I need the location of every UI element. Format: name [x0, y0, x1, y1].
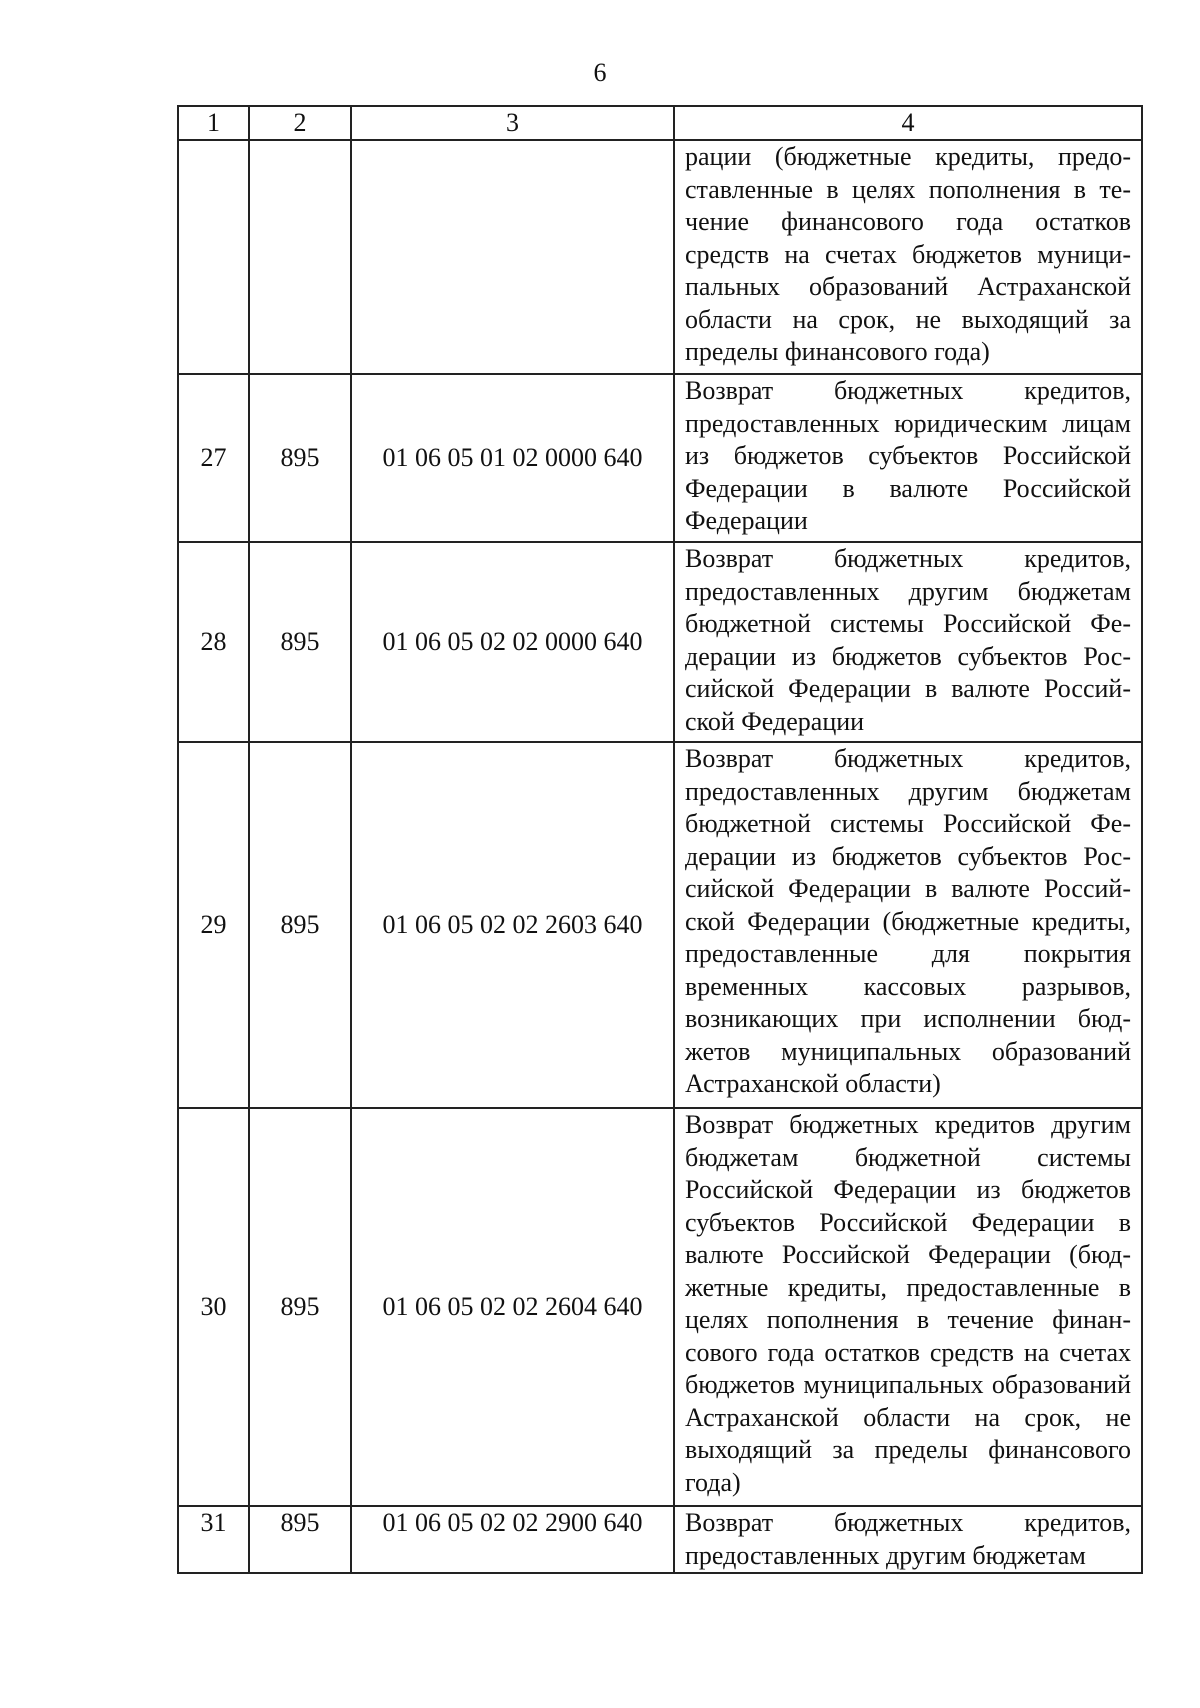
budget-classification-code: 01 06 05 02 02 2900 640 [351, 1506, 674, 1573]
table-row [178, 742, 1142, 1108]
row-number [178, 140, 249, 374]
budget-table [177, 105, 1143, 1574]
table-body [178, 140, 1142, 1573]
row-description: Возврат бюджетных кредитов, предоставленных другим бюджетам [674, 1506, 1142, 1573]
row-number: 28 [178, 542, 249, 742]
admin-code: 895 [249, 1506, 351, 1573]
table-row [178, 1108, 1142, 1506]
header-col-1: 1 [178, 106, 249, 140]
row-description: Возврат бюджетных кредитов, предоставленных другим бюджетам бюджетной системы Российской Федерации из бюджетов субъектов Российской Федерации в валюте Российской Федерации (бюджетные кредиты, предоставленные для покрытия временных кассовых разрывов, возникающих при исполнении бюджетов муниципальных образований Астраханской области) [674, 742, 1142, 1108]
row-description: Возврат бюджетных кредитов другим бюджетам бюджетной системы Российской Федерации из бюджетов субъектов Российской Федерации в валюте Российской Федерации (бюджетные кредиты, предоставленные в целях пополнения в течение финансового года остатков средств на счетах бюджетов муниципальных образований Астраханской области на срок, не выходящий за пределы финансового года) [674, 1108, 1142, 1506]
admin-code: 895 [249, 374, 351, 542]
row-number: 27 [178, 374, 249, 542]
admin-code [249, 140, 351, 374]
table-row [178, 542, 1142, 742]
table-row [178, 374, 1142, 542]
header-col-2: 2 [249, 106, 351, 140]
budget-classification-code: 01 06 05 02 02 2603 640 [351, 742, 674, 1108]
table-header [178, 106, 1142, 140]
budget-classification-code: 01 06 05 02 02 2604 640 [351, 1108, 674, 1506]
page-number: 6 [593, 58, 607, 87]
row-number: 30 [178, 1108, 249, 1506]
row-number: 29 [178, 742, 249, 1108]
table-row [178, 1506, 1142, 1573]
row-description: Возврат бюджетных кредитов, предоставленных юридическим лицам из бюджетов субъектов Российской Федерации в валюте Российской Федерации [674, 374, 1142, 542]
admin-code: 895 [249, 542, 351, 742]
table-row [178, 140, 1142, 374]
budget-classification-code [351, 140, 674, 374]
admin-code: 895 [249, 1108, 351, 1506]
budget-classification-code: 01 06 05 02 02 0000 640 [351, 542, 674, 742]
header-col-3: 3 [351, 106, 674, 140]
row-description: рации (бюджетные кредиты, предоставленные в целях пополнения в течение финансового года остатков средств на счетах бюджетов муниципальных образований Астраханской области на срок, не выходящий за пределы финансового года) [674, 140, 1142, 374]
row-description: Возврат бюджетных кредитов, предоставленных другим бюджетам бюджетной системы Российской Федерации из бюджетов субъектов Российской Федерации в валюте Российской Федерации [674, 542, 1142, 742]
admin-code: 895 [249, 742, 351, 1108]
header-row [178, 106, 1142, 140]
budget-classification-code: 01 06 05 01 02 0000 640 [351, 374, 674, 542]
header-col-4: 4 [674, 106, 1142, 140]
row-number: 31 [178, 1506, 249, 1573]
